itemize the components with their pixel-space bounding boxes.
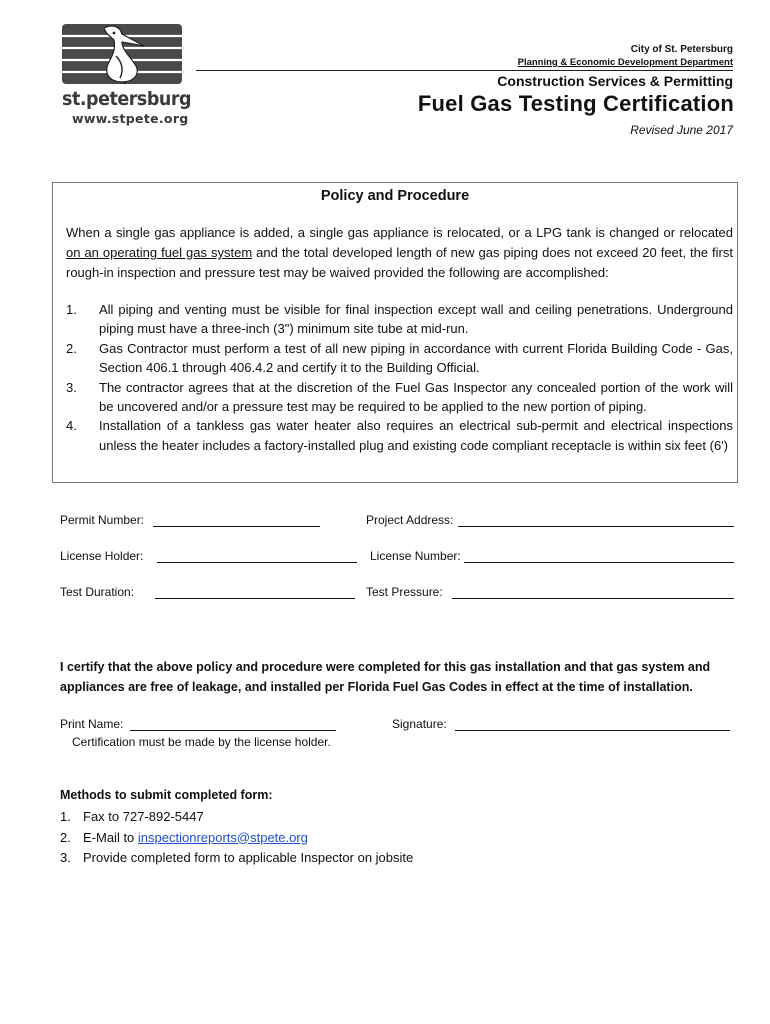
license-number-field[interactable] [464, 548, 734, 563]
policy-item [66, 300, 733, 339]
license-holder-label: License Holder: [60, 549, 144, 563]
policy-item-text: Gas Contractor must perform a test of all new piping in accordance with current Florida Building Code - Gas, Section 406.1 through 406.4.2 and certify it to the Building Official. [99, 340, 733, 376]
policy-intro-start: When a single gas appliance is added, a single gas appliance is relocated, or a LPG tank is changed or relocated [66, 225, 733, 240]
print-name-label: Print Name: [60, 717, 124, 731]
test-duration-field[interactable] [155, 584, 355, 599]
logo-website: www.stpete.org [72, 111, 189, 126]
test-pressure-label: Test Pressure: [366, 585, 443, 599]
print-name-field[interactable] [130, 716, 336, 731]
method-text: Provide completed form to applicable Inspector on jobsite [83, 850, 414, 865]
policy-list [66, 300, 733, 455]
license-holder-field[interactable] [157, 548, 357, 563]
submission-method-fax [60, 807, 413, 828]
policy-item-text: Installation of a tankless gas water heater also requires an electrical sub-permit and electrical inspections unless the heater includes a factory-installed plug and existing code compliant receptacle is within six feet (6') [99, 418, 733, 453]
policy-item-number: 4. [66, 418, 77, 434]
test-pressure-field[interactable] [452, 584, 734, 599]
policy-item [66, 378, 733, 417]
submission-methods-title: Methods to submit completed form: [60, 788, 273, 802]
policy-intro [66, 223, 733, 283]
revision-date: Revised June 2017 [630, 123, 733, 137]
policy-intro-underlined: on an operating fuel gas system [66, 245, 253, 260]
form-title: Fuel Gas Testing Certification [417, 91, 734, 116]
method-number: 1. [60, 809, 71, 824]
project-address-field[interactable] [458, 512, 734, 527]
header-divider [196, 70, 733, 71]
license-number-label: License Number: [370, 549, 461, 563]
submission-method-email [60, 828, 413, 849]
email-link[interactable]: inspectionreports@stpete.org [137, 829, 308, 845]
signature-field[interactable] [455, 716, 730, 731]
method-text: Fax to 727-892-5447 [83, 809, 204, 824]
policy-intro-end: and the total developed length of new gas piping does not exceed 20 feet, the first rough-in inspection and pressure test may be waived provided the following are accomplished: [66, 245, 733, 280]
permit-number-label: Permit Number: [60, 513, 145, 527]
policy-item-number: 2. [66, 340, 77, 356]
logo-wordmark: st.petersburg [62, 88, 192, 110]
permit-number-field[interactable] [153, 512, 320, 527]
department-name: Planning & Economic Development Department [517, 57, 733, 68]
division-name: Construction Services & Permitting [497, 73, 733, 89]
method-text: E-Mail to [83, 829, 138, 845]
policy-item-number: 3. [66, 379, 77, 395]
policy-item-number: 1. [66, 302, 77, 317]
submission-methods-list [60, 807, 413, 869]
test-duration-label: Test Duration: [60, 585, 135, 599]
certification-note: Certification must be made by the license holder. [72, 735, 331, 749]
city-logo [60, 22, 205, 132]
certification-statement: I certify that the above policy and procedure were completed for this gas installation and that gas system and appliances are free of leakage, and installed per Florida Fuel Gas Codes in effect at the time of installation. [60, 660, 711, 694]
policy-title: Policy and Procedure [320, 188, 470, 204]
submission-method-inspector [60, 848, 413, 869]
signature-label: Signature: [392, 717, 447, 731]
policy-item-text: All piping and venting must be visible for final inspection except wall and ceiling penetrations. Underground piping must have a three-inch (3") minimum site tube at mid-run. [99, 302, 733, 337]
method-number: 3. [60, 850, 71, 865]
policy-item [66, 416, 733, 455]
policy-item [66, 339, 733, 378]
policy-item-text: The contractor agrees that at the discretion of the Fuel Gas Inspector any concealed portion of the work will be uncovered and/or a pressure test may be required to be applied to the new portion of piping. [99, 379, 733, 415]
city-name: City of St. Petersburg [630, 44, 733, 55]
pelican-logo-icon [60, 22, 184, 86]
project-address-label: Project Address: [366, 513, 454, 527]
method-number: 2. [60, 829, 71, 845]
